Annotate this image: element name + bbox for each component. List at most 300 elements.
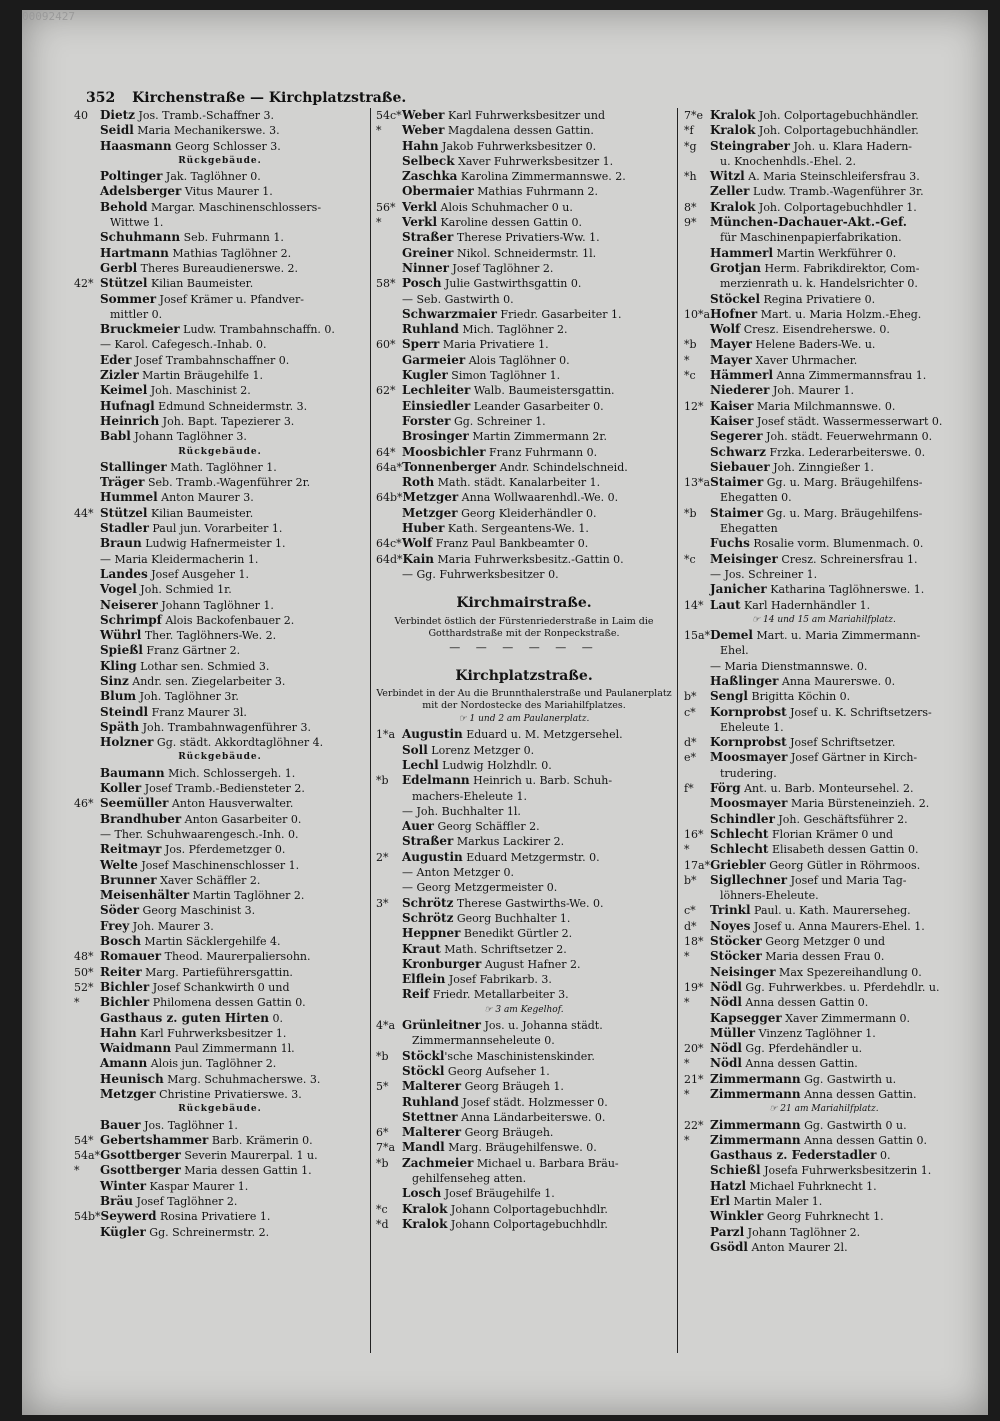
- resident-details: Anton Gasarbeiter 0.: [181, 812, 302, 826]
- house-number: 40: [74, 109, 88, 122]
- directory-entry: [684, 628, 964, 643]
- resident-name: Witzl: [710, 169, 745, 184]
- directory-entry: [376, 880, 672, 895]
- resident-details: 0.: [876, 1149, 891, 1163]
- directory-entry: [376, 1186, 672, 1201]
- resident-name: Behold: [100, 199, 148, 214]
- resident-details: Joh. Geschäftsführer 2.: [774, 812, 908, 826]
- resident-details: Josef städt. Holzmesser 0.: [458, 1095, 608, 1109]
- directory-entry: [74, 1087, 366, 1102]
- house-number: 12*: [684, 399, 704, 413]
- resident-name: Zimmermann: [710, 1087, 801, 1101]
- resident-name: Hammerl: [710, 245, 774, 260]
- directory-entry: [684, 980, 964, 995]
- house-number: *b: [684, 338, 697, 352]
- entry-continuation: merzienrath u. k. Handelsrichter 0.: [720, 277, 918, 291]
- entry-continuation: Ehel.: [720, 644, 749, 658]
- house-number: 5*: [376, 1080, 389, 1094]
- resident-details: Markus Lackirer 2.: [453, 835, 565, 849]
- resident-details: 0.: [268, 1011, 283, 1025]
- directory-entry: [74, 368, 366, 383]
- resident-name: Sengl: [710, 689, 748, 704]
- resident-name: Brosinger: [402, 429, 469, 444]
- resident-name: Zachmeier: [402, 1155, 474, 1170]
- resident-details: Michael Fuhrknecht 1.: [746, 1179, 877, 1193]
- directory-entry: [684, 261, 964, 276]
- resident-name: Zeller: [710, 184, 750, 199]
- resident-name: Schrimpf: [100, 612, 162, 627]
- directory-entry: [684, 1056, 964, 1071]
- resident-name: Heinrich: [100, 413, 160, 428]
- resident-details: Eduard u. M. Metzgersehel.: [462, 728, 623, 742]
- resident-details: — Gg. Fuhrwerksbesitzer 0.: [402, 567, 559, 581]
- cross-reference: ☞ 21 am Mariahilfplatz.: [769, 1104, 879, 1115]
- resident-name: Kralok: [710, 108, 756, 122]
- resident-details: Karolina Zimmermannswe. 2.: [457, 170, 626, 184]
- resident-details: Johann Colportagebuchhdlr.: [447, 1217, 608, 1231]
- resident-name: Schlecht: [710, 826, 769, 841]
- resident-details: — Seb. Gastwirth 0.: [402, 292, 514, 306]
- resident-name: Gsödl: [710, 1239, 748, 1254]
- resident-name: Bruckmeier: [100, 322, 180, 337]
- house-number: 7*a: [376, 1141, 396, 1155]
- resident-name: Zimmermann: [710, 1117, 801, 1132]
- resident-name: Mayer: [710, 337, 752, 352]
- directory-entry: [684, 337, 964, 352]
- directory-entry: [376, 1064, 672, 1079]
- resident-name: Laut: [710, 597, 741, 612]
- house-number: *c: [684, 369, 696, 383]
- entry-continuation: machers-Eheleute 1.: [412, 789, 528, 803]
- resident-details: Kilian Baumeister.: [147, 277, 254, 291]
- resident-name: Segerer: [710, 429, 763, 444]
- directory-entry: [74, 796, 366, 811]
- resident-name: Koller: [100, 781, 142, 796]
- resident-name: Greiner: [402, 245, 454, 260]
- resident-name: Zizler: [100, 368, 139, 383]
- resident-details: Alois Taglöhner 0.: [465, 353, 570, 367]
- house-number: *: [684, 843, 690, 857]
- resident-name: Roth: [402, 475, 435, 490]
- resident-name: Schindler: [710, 811, 775, 826]
- resident-name: Mandl: [402, 1140, 445, 1155]
- resident-details: Josef u. Anna Maurers-Ehel. 1.: [750, 919, 925, 933]
- directory-entry: [376, 276, 672, 291]
- resident-name: Garmeier: [402, 352, 466, 367]
- resident-details: Ludw. Tramb.-Wagenführer 3r.: [749, 185, 924, 199]
- directory-entry: [74, 980, 366, 995]
- resident-details: Jakob Fuhrwerksbesitzer 0.: [438, 139, 597, 153]
- directory-entry: [684, 1240, 964, 1255]
- resident-details: Seb. Fuhrmann 1.: [180, 231, 284, 245]
- resident-name: Demel: [710, 628, 753, 643]
- directory-entry: [376, 154, 672, 169]
- resident-details: Gg. Gastwirth u.: [800, 1072, 897, 1086]
- directory-entry: [376, 368, 672, 383]
- resident-details: Mathias Fuhrmann 2.: [473, 185, 599, 199]
- directory-entry: [684, 735, 964, 750]
- directory-entry: [376, 1110, 672, 1125]
- directory-entry: [74, 460, 366, 475]
- resident-details: Simon Taglöhner 1.: [447, 369, 561, 383]
- resident-name: Gasthaus z. Federstadler: [710, 1148, 877, 1163]
- resident-name: Braun: [100, 536, 142, 551]
- house-number: *b: [684, 506, 697, 520]
- resident-details: Maria Privatiere 1.: [439, 338, 549, 352]
- resident-name: Schwarzmaier: [402, 306, 497, 321]
- resident-name: Ruhland: [402, 322, 459, 337]
- house-number: 54*: [74, 1133, 94, 1147]
- directory-entry: [376, 1156, 672, 1171]
- resident-details: Martin Bräugehilfe 1.: [138, 369, 263, 383]
- resident-name: Nödl: [710, 1041, 742, 1056]
- resident-details: Ant. u. Barb. Monteursehel. 2.: [740, 782, 914, 796]
- resident-details: Eduard Metzgermstr. 0.: [462, 850, 600, 864]
- resident-details: August Hafner 2.: [481, 957, 581, 971]
- directory-entry: [376, 552, 672, 567]
- house-number: 16*: [684, 827, 704, 841]
- house-number: 20*: [684, 1042, 704, 1056]
- resident-details: Regina Privatiere 0.: [760, 292, 876, 306]
- resident-name: Metzger: [402, 505, 458, 520]
- resident-name: Lechleiter: [402, 383, 471, 398]
- directory-entry: [376, 758, 672, 773]
- resident-name: Kronburger: [402, 956, 482, 971]
- page-header: [86, 90, 406, 106]
- house-number: 52*: [74, 980, 94, 994]
- resident-details: Josef Bräugehilfe 1.: [441, 1187, 555, 1201]
- resident-name: Metzger: [100, 1087, 156, 1101]
- resident-name: Malterer: [402, 1125, 462, 1140]
- resident-details: Joh. Maschinist 2.: [147, 384, 251, 398]
- resident-name: Bichler: [100, 995, 150, 1010]
- resident-details: 'sche Maschinistenskinder.: [444, 1049, 595, 1063]
- resident-name: Metzger: [402, 490, 459, 505]
- resident-details: Lorenz Metzger 0.: [427, 743, 535, 757]
- resident-name: Einsiedler: [402, 398, 471, 413]
- directory-entry: [74, 995, 366, 1010]
- resident-name: Romauer: [100, 949, 162, 964]
- resident-name: Neiserer: [100, 597, 158, 612]
- house-number: *: [74, 1164, 80, 1178]
- resident-details: Mich. Schlossergeh. 1.: [164, 766, 296, 780]
- resident-details: Gg. städt. Akkordtaglöhner 4.: [153, 736, 324, 750]
- house-number: *c: [376, 1202, 388, 1216]
- house-number: *: [684, 1133, 690, 1147]
- resident-details: Mart. u. Maria Holzm.-Eheg.: [757, 307, 922, 321]
- resident-details: Josef Gärtner in Kirch-: [787, 751, 918, 765]
- directory-entry: [684, 169, 964, 184]
- resident-details: Vitus Maurer 1.: [181, 185, 273, 199]
- house-number: c*: [684, 705, 696, 719]
- resident-details: — Jos. Schreiner 1.: [710, 567, 818, 581]
- directory-entry: [74, 735, 366, 750]
- directory-entry: [684, 200, 964, 215]
- directory-entry: [684, 108, 964, 123]
- resident-details: Josef u. K. Schriftsetzers-: [786, 705, 932, 719]
- resident-details: Anna dessen Gattin 0.: [741, 996, 869, 1010]
- directory-entry: [376, 911, 672, 926]
- resident-name: Zimmermann: [710, 1132, 801, 1147]
- directory-entry: [376, 773, 672, 788]
- entry-continuation: mittler 0.: [110, 307, 163, 321]
- house-number: *: [684, 950, 690, 964]
- subheading-rueckgebaeude: Rückgebäude.: [178, 1104, 262, 1115]
- resident-details: Helene Baders-We. u.: [752, 338, 876, 352]
- resident-name: Bosch: [100, 934, 141, 949]
- directory-entry: [376, 322, 672, 337]
- resident-name: Moosmayer: [710, 750, 788, 765]
- house-number: *b: [376, 1049, 389, 1063]
- resident-name: Kapsegger: [710, 1010, 782, 1025]
- resident-details: Jos. u. Johanna städt.: [481, 1019, 603, 1033]
- directory-entry: [684, 705, 964, 720]
- house-number: 19*: [684, 980, 704, 994]
- resident-name: Staimer: [710, 475, 764, 490]
- house-number: *: [376, 124, 382, 138]
- resident-name: Parzl: [710, 1224, 745, 1239]
- resident-details: Benedikt Gürtler 2.: [460, 927, 573, 941]
- resident-name: Wolf: [710, 322, 741, 337]
- resident-details: Karl Fuhrwerksbesitzer 1.: [136, 1026, 287, 1040]
- resident-name: Steindl: [100, 704, 149, 719]
- resident-details: Martin Säcklergehilfe 4.: [140, 935, 281, 949]
- directory-entry: [74, 628, 366, 643]
- directory-entry: [74, 276, 366, 291]
- resident-name: Sinz: [100, 673, 129, 688]
- resident-name: Brunner: [100, 872, 157, 887]
- directory-entry: [376, 108, 672, 123]
- resident-details: Anna dessen Gattin.: [741, 1057, 858, 1071]
- resident-details: Alois jun. Taglöhner 2.: [147, 1057, 277, 1071]
- resident-details: Joh. Taglöhner 3r.: [136, 690, 239, 704]
- resident-details: Martin Werkführer 0.: [773, 246, 897, 260]
- resident-details: Martin Taglöhner 2.: [189, 889, 305, 903]
- resident-details: Andr. Schindelschneid.: [496, 460, 628, 474]
- resident-name: Kralok: [710, 123, 756, 138]
- house-number: 6*: [376, 1126, 389, 1140]
- resident-name: Frey: [100, 918, 130, 933]
- resident-details: Theod. Maurerpaliersohn.: [161, 950, 311, 964]
- directory-entry: [74, 643, 366, 658]
- directory-entry: [74, 1194, 366, 1209]
- directory-entry: [376, 727, 672, 742]
- resident-name: Waidmann: [100, 1041, 172, 1056]
- resident-details: Friedr. Metallarbeiter 3.: [429, 988, 569, 1002]
- column-1: [74, 108, 366, 1240]
- directory-entry: [376, 1095, 672, 1110]
- resident-name: Welte: [100, 857, 138, 872]
- separator: — — — — — —: [449, 640, 599, 654]
- house-number: 18*: [684, 935, 704, 949]
- house-number: 54c*: [376, 109, 402, 122]
- directory-entry: [684, 506, 964, 521]
- resident-name: Winter: [100, 1178, 147, 1193]
- resident-name: Weber: [402, 123, 445, 138]
- resident-details: Nikol. Schneidermstr. 1l.: [453, 246, 597, 260]
- resident-details: Mart. u. Maria Zimmermann-: [753, 629, 921, 643]
- resident-name: Elflein: [402, 972, 446, 987]
- subheading-rueckgebaeude: Rückgebäude.: [178, 155, 262, 166]
- page-number: 352: [86, 90, 116, 106]
- resident-details: Georg Maschinist 3.: [139, 904, 256, 918]
- resident-details: Anton Maurer 2l.: [747, 1240, 848, 1254]
- resident-details: Georg Fuhrknecht 1.: [763, 1210, 884, 1224]
- resident-details: Gg. Pferdehändler u.: [741, 1042, 863, 1056]
- resident-name: Schlecht: [710, 842, 769, 857]
- resident-details: Katharina Taglöhnerswe. 1.: [766, 583, 925, 597]
- resident-name: Haßlinger: [710, 673, 779, 688]
- directory-entry: [74, 292, 366, 307]
- directory-entry: [376, 475, 672, 490]
- resident-details: Leander Gasarbeiter 0.: [470, 399, 604, 413]
- directory-entry: [376, 230, 672, 245]
- house-number: 64c*: [376, 537, 402, 551]
- resident-details: Philomena dessen Gattin 0.: [149, 996, 306, 1010]
- house-number: 58*: [376, 277, 396, 291]
- directory-entry: [376, 987, 672, 1002]
- directory-entry: [684, 903, 964, 918]
- directory-entry: [684, 582, 964, 597]
- directory-entry: [376, 337, 672, 352]
- directory-entry: [74, 1179, 366, 1194]
- resident-name: Lechl: [402, 757, 439, 772]
- resident-details: Josefa Fuhrwerksbesitzerin 1.: [760, 1164, 932, 1178]
- directory-entry: [376, 521, 672, 536]
- directory-entry: [684, 475, 964, 490]
- resident-name: Grünleitner: [402, 1018, 481, 1033]
- directory-entry: [684, 995, 964, 1010]
- resident-details: Anna dessen Gattin.: [800, 1088, 917, 1101]
- resident-details: Anna Maurerswe. 0.: [778, 674, 896, 688]
- resident-details: Anton Hausverwalter.: [168, 797, 294, 811]
- directory-entry: [684, 965, 964, 980]
- resident-details: Theres Bureaudienerswe. 2.: [137, 261, 299, 275]
- directory-entry: [74, 1026, 366, 1041]
- directory-entry: [684, 215, 964, 230]
- resident-details: Josef Schriftsetzer.: [786, 736, 896, 750]
- subheading-rueckgebaeude: Rückgebäude.: [178, 752, 262, 763]
- house-number: *b: [376, 774, 389, 788]
- directory-entry: [376, 972, 672, 987]
- resident-name: Winkler: [710, 1209, 764, 1224]
- resident-details: Severin Maurerpal. 1 u.: [180, 1149, 318, 1163]
- directory-entry: [684, 307, 964, 322]
- directory-entry: [74, 536, 366, 551]
- column-3: [684, 108, 964, 1255]
- resident-name: Gsottberger: [100, 1148, 181, 1163]
- resident-name: Selbeck: [402, 153, 455, 168]
- house-number: 15a*: [684, 629, 711, 643]
- resident-name: Malterer: [402, 1079, 462, 1094]
- resident-name: Adelsberger: [100, 184, 182, 199]
- resident-name: Stadler: [100, 521, 149, 536]
- resident-name: Schuhmann: [100, 230, 181, 245]
- house-number: *: [376, 216, 382, 230]
- resident-details: Anna Wollwaarenhdl.-We. 0.: [458, 491, 619, 505]
- directory-entry: [74, 414, 366, 429]
- directory-entry: [684, 184, 964, 199]
- resident-name: Dietz: [100, 108, 135, 122]
- house-number: *: [684, 996, 690, 1010]
- resident-details: Ludw. Trambahnschaffn. 0.: [179, 323, 335, 337]
- resident-details: Georg Metzger 0 und: [761, 935, 886, 949]
- resident-details: Johann Taglöhner 2.: [744, 1225, 861, 1239]
- directory-entry: [376, 445, 672, 460]
- directory-entry: [376, 743, 672, 758]
- directory-entry: [376, 1202, 672, 1217]
- resident-details: Johann Colportagebuchhdlr.: [447, 1202, 608, 1216]
- resident-details: Georg Aufseher 1.: [444, 1064, 550, 1078]
- directory-entry: [684, 552, 964, 567]
- directory-entry: [376, 246, 672, 261]
- directory-entry: [684, 1133, 964, 1148]
- resident-name: Kralok: [710, 199, 756, 214]
- resident-name: Seemüller: [100, 796, 169, 811]
- directory-entry: [74, 200, 366, 215]
- resident-details: Martin Maler 1.: [730, 1195, 823, 1209]
- resident-name: Neisinger: [710, 964, 776, 979]
- directory-entry: [684, 873, 964, 888]
- directory-entry: [684, 919, 964, 934]
- directory-entry: [74, 567, 366, 582]
- house-number: *c: [684, 552, 696, 566]
- kirchplatzstrasse-entries: [376, 727, 672, 1232]
- house-number: 3*: [376, 896, 389, 910]
- house-number: *d: [376, 1217, 389, 1231]
- directory-entry: [74, 552, 366, 567]
- resident-name: Gebertshammer: [100, 1132, 209, 1147]
- entry-continuation: Ehegatten: [720, 522, 778, 536]
- resident-name: Stöckl: [402, 1063, 445, 1078]
- resident-details: Franz Gärtner 2.: [142, 644, 241, 658]
- resident-details: Joh. u. Klara Hadern-: [789, 139, 913, 153]
- resident-name: Müller: [710, 1025, 756, 1040]
- resident-details: Georg Bräugeh 1.: [461, 1080, 564, 1094]
- directory-entry: [74, 689, 366, 704]
- directory-entry: [684, 292, 964, 307]
- resident-name: Heunisch: [100, 1071, 164, 1086]
- house-number: 62*: [376, 384, 396, 398]
- directory-entry: [74, 934, 366, 949]
- resident-details: Brigitta Köchin 0.: [747, 690, 851, 704]
- resident-details: Joh. Colportagebuchhändler.: [755, 109, 919, 122]
- house-number: 21*: [684, 1072, 704, 1086]
- directory-entry: [376, 926, 672, 941]
- resident-name: Soll: [402, 742, 428, 757]
- resident-name: Meisinger: [710, 551, 778, 566]
- resident-details: Joh. städt. Feuerwehrmann 0.: [762, 430, 933, 444]
- resident-details: Vinzenz Taglöhner 1.: [755, 1026, 876, 1040]
- resident-details: Georg Schlosser 3.: [171, 139, 281, 153]
- resident-name: Losch: [402, 1186, 442, 1201]
- resident-name: Erl: [710, 1194, 731, 1209]
- directory-entry: [74, 720, 366, 735]
- directory-entry: [74, 383, 366, 398]
- directory-entry: [74, 261, 366, 276]
- resident-details: Xaver Fuhrwerksbesitzer 1.: [454, 154, 614, 168]
- resident-details: — Karol. Cafegesch.-Inhab. 0.: [100, 338, 267, 352]
- resident-details: Jos. Taglöhner 1.: [140, 1118, 238, 1132]
- directory-entry: [376, 834, 672, 849]
- resident-details: Walb. Baumeistersgattin.: [470, 384, 615, 398]
- directory-entry: [74, 613, 366, 628]
- house-number: 46*: [74, 797, 94, 811]
- directory-entry: [684, 689, 964, 704]
- resident-name: Augustin: [402, 727, 463, 742]
- resident-name: Hummel: [100, 490, 158, 505]
- resident-name: Fuchs: [710, 536, 750, 551]
